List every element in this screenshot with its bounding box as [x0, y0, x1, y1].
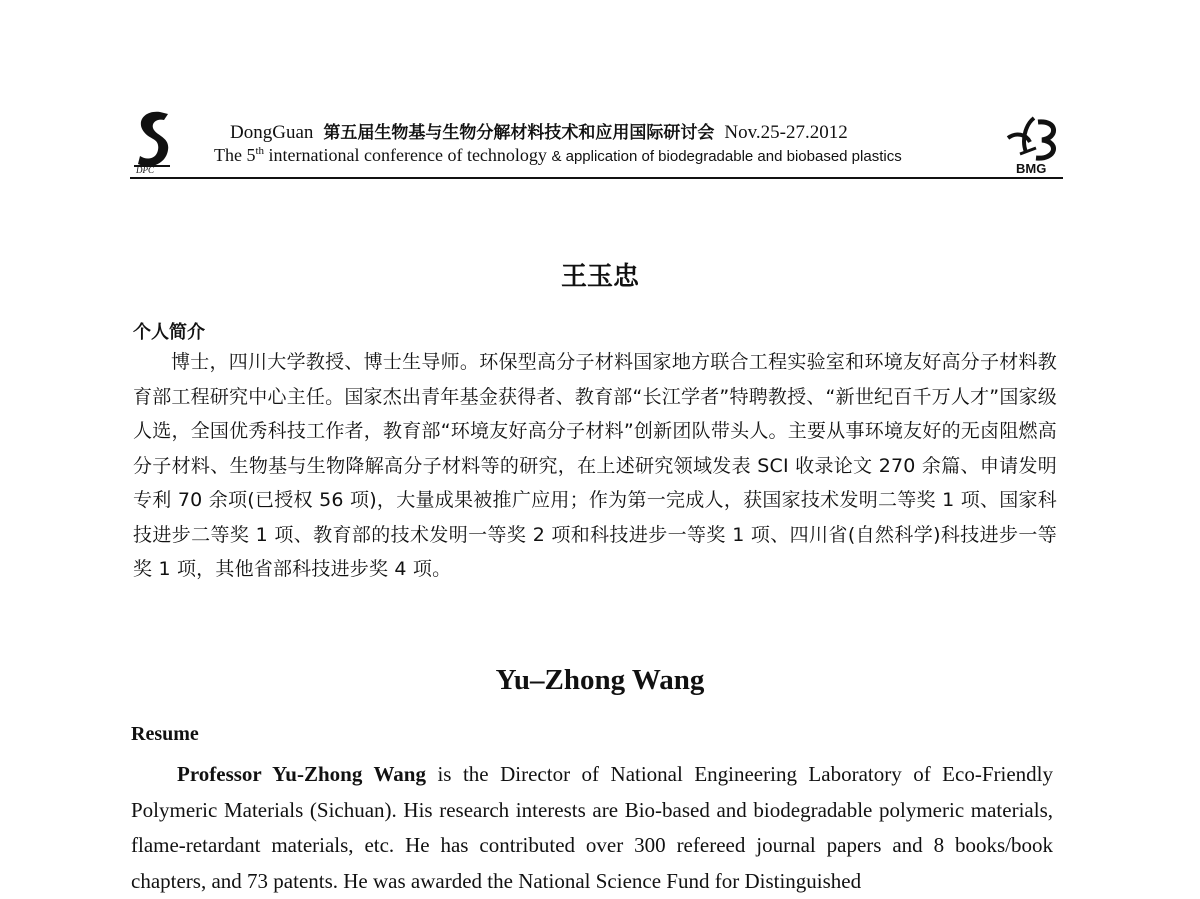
bmg-logo-caption: BMG	[1016, 161, 1047, 176]
profile-subheading-cn: 个人简介	[133, 322, 205, 343]
header-conference-title-cn: 第五届生物基与生物分解材料技术和应用国际研讨会	[323, 123, 715, 143]
header-line-1	[230, 118, 990, 144]
dpc-logo-caption: DPC	[136, 165, 154, 174]
header-rule	[130, 177, 1063, 179]
header-city: DongGuan	[230, 122, 314, 143]
bmg-logo	[1000, 112, 1070, 176]
profile-body-en	[131, 757, 1053, 899]
profile-body-en-lead: Professor Yu-Zhong Wang	[177, 762, 426, 786]
header-title-en-prefix: The 5	[214, 145, 256, 165]
profile-name-en: Yu–Zhong Wang	[495, 664, 705, 696]
dpc-logo	[130, 108, 178, 174]
header-title-en-serif: international conference of technology	[264, 145, 552, 165]
header-dates: Nov.25-27.2012	[724, 122, 848, 143]
profile-subheading-en: Resume	[131, 723, 199, 745]
profile-name-cn: 王玉忠	[560, 262, 639, 292]
header-title-en-sup: th	[255, 145, 265, 157]
header-title-en-rest: & application of biodegradable and biobased plastics	[551, 148, 902, 165]
profile-body-en-rest: is the Director of National Engineering Laboratory of Eco-Friendly Polymeric Materials (Sichuan). His research interests are Bio-based and biodegradable polymeric materials, flame-retardant materials, etc. He has contributed over 300 refereed journal papers and 8 books/book chapters, and 73 patents. He was awarded the National Science Fund for Distinguished	[131, 762, 1053, 893]
profile-body-cn: 博士，四川大学教授、博士生导师。环保型高分子材料国家地方联合工程实验室和环境友好高分子材料教育部工程研究中心主任。国家杰出青年基金获得者、教育部“长江学者”特聘教授、“新世纪百千万人才”国家级人选，全国优秀科技工作者，教育部“环境友好高分子材料”创新团队带头人。主要从事环境友好的无卤阻燃高分子材料、生物基与生物降解高分子材料等的研究，在上述研究领域发表 SCI 收录论文 270 余篇、申请发明专利 70 余项(已授权 56 项)，大量成果被推广应用；作为第一完成人，获国家技术发明二等奖 1 项、国家科技进步二等奖 1 项、教育部的技术发明一等奖 2 项和科技进步一等奖 1 项、四川省(自然科学)科技进步一等奖 1 项，其他省部科技进步奖 4 项。	[133, 351, 1057, 580]
header-line-2	[214, 145, 994, 166]
